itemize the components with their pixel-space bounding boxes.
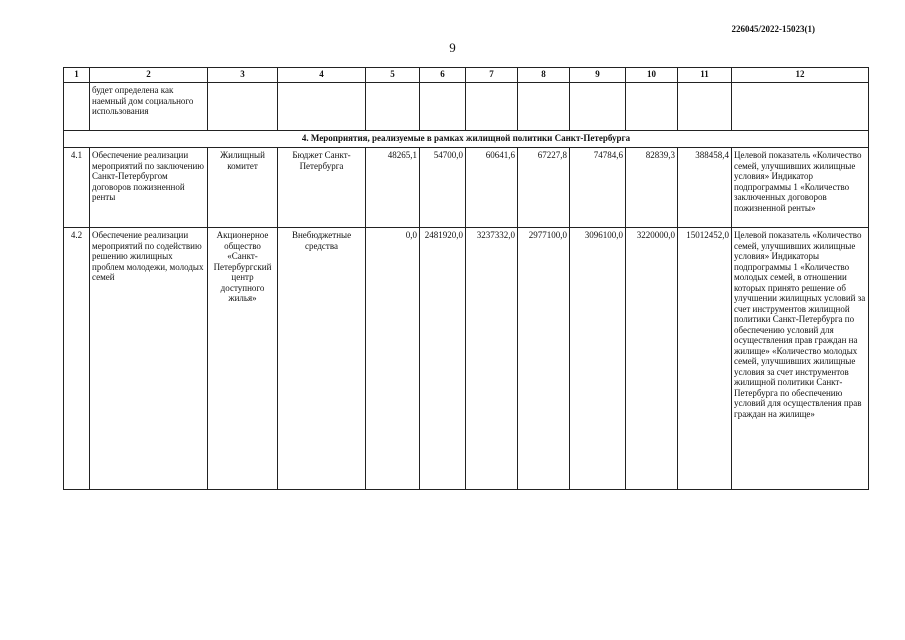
row-number: 4.2: [64, 228, 90, 490]
value-cell: 74784,6: [570, 148, 626, 228]
executor: Жилищный комитет: [208, 148, 278, 228]
value-cell: 82839,3: [626, 148, 678, 228]
continuation-text: будет определена как наемный дом социального использования: [90, 83, 208, 131]
value-cell: 2481920,0: [420, 228, 466, 490]
funding-source: Внебюджетные средства: [278, 228, 366, 490]
column-number: 2: [90, 68, 208, 83]
table-row: [64, 228, 869, 490]
page-number: 9: [449, 40, 456, 55]
section-row: [64, 131, 869, 148]
value-cell: 15012452,0: [678, 228, 732, 490]
value-cell: 388458,4: [678, 148, 732, 228]
measure-name: Обеспечение реализации мероприятий по заключению Санкт-Петербургом договоров пожизненной ренты: [90, 148, 208, 228]
executor: Акционерное общество «Санкт-Петербургский центр доступного жилья»: [208, 228, 278, 490]
column-number-row: [64, 68, 869, 83]
column-number: 11: [678, 68, 732, 83]
column-number: 4: [278, 68, 366, 83]
column-number: 7: [466, 68, 518, 83]
column-number: 12: [732, 68, 869, 83]
document-id: 226045/2022-15023(1): [731, 24, 815, 34]
value-cell: 3237332,0: [466, 228, 518, 490]
program-table: [63, 67, 869, 490]
continuation-row: [64, 83, 869, 131]
value-cell: 67227,8: [518, 148, 570, 228]
value-cell: 2977100,0: [518, 228, 570, 490]
value-cell: 3096100,0: [570, 228, 626, 490]
column-number: 10: [626, 68, 678, 83]
row-number: 4.1: [64, 148, 90, 228]
value-cell: 54700,0: [420, 148, 466, 228]
column-number: 5: [366, 68, 420, 83]
table-row: [64, 148, 869, 228]
value-cell: 60641,6: [466, 148, 518, 228]
funding-source: Бюджет Санкт-Петербурга: [278, 148, 366, 228]
value-cell: 48265,1: [366, 148, 420, 228]
indicator-text: Целевой показатель «Количество семей, улучшивших жилищные условия» Индикаторы подпрограммы 1 «Количество молодых семей, в отношении которых принято решение об улучшении жилищных условий за счет инструментов жилищной политики Санкт-Петербурга по обеспечению условий для осуществления прав граждан на жилище» «Количество молодых семей, улучшивших жилищные условия за счет инструментов жилищной политики Санкт-Петербурга по обеспечению условий для осуществления прав граждан на жилище»: [732, 228, 869, 490]
column-number: 1: [64, 68, 90, 83]
column-number: 9: [570, 68, 626, 83]
value-cell: 0,0: [366, 228, 420, 490]
column-number: 8: [518, 68, 570, 83]
column-number: 3: [208, 68, 278, 83]
column-number: 6: [420, 68, 466, 83]
indicator-text: Целевой показатель «Количество семей, улучшивших жилищные условия» Индикатор подпрограммы 1 «Количество заключенных договоров пожизненной ренты»: [732, 148, 869, 228]
section-title: 4. Мероприятия, реализуемые в рамках жилищной политики Санкт-Петербурга: [64, 131, 869, 148]
value-cell: 3220000,0: [626, 228, 678, 490]
measure-name: Обеспечение реализации мероприятий по содействию решению жилищных проблем молодежи, молодых семей: [90, 228, 208, 490]
